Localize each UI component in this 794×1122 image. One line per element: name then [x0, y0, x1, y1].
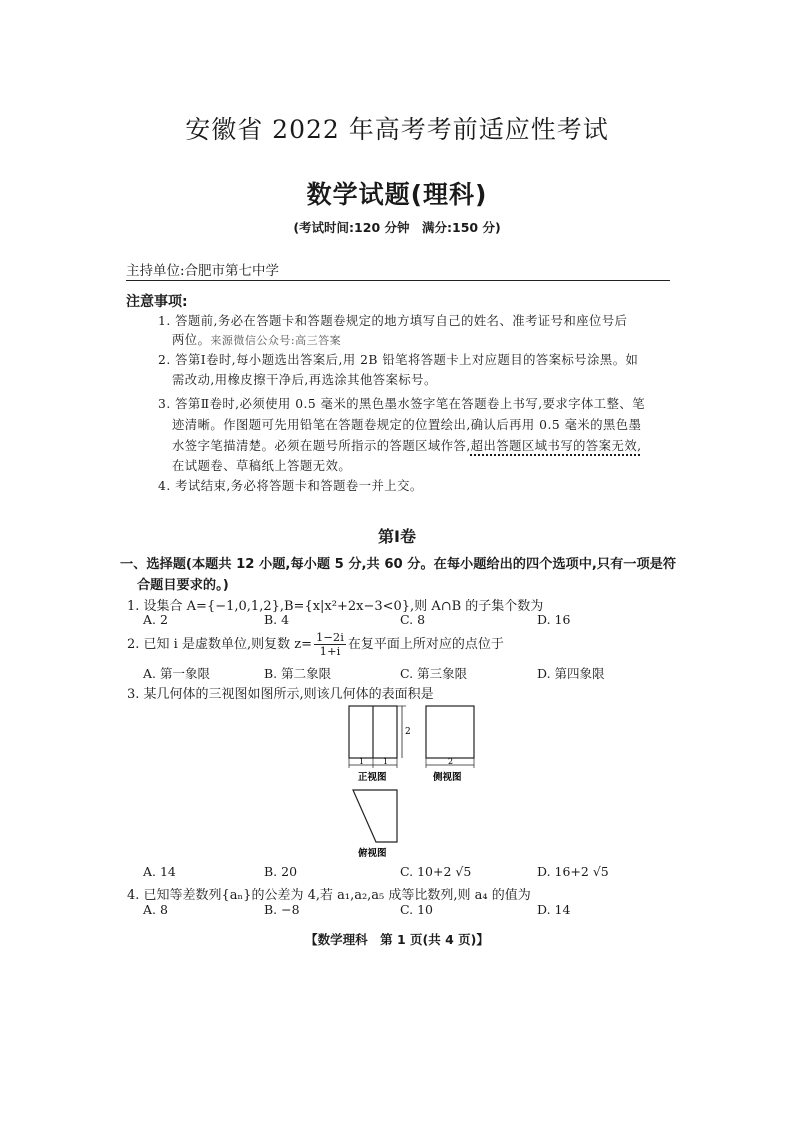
three-view-figure: [340, 698, 490, 860]
page-footer: 【数学理科 第 1 页(共 4 页)】: [305, 932, 489, 947]
q1-option-a: A. 2: [143, 612, 168, 627]
section-heading: 一、选择题(本题共 12 小题,每小题 5 分,共 60 分。在每小题给出的四个选项中,只有一项是符: [120, 557, 677, 572]
notice-line: 迹清晰。作图题可先用铅笔在答题卷规定的位置绘出,确认后再用 0.5 毫米的黑色墨: [172, 418, 642, 432]
q2-option-d: D. 第四象限: [537, 666, 605, 681]
notice-line: 4. 考试结束,务必将答题卡和答题卷一并上交。: [158, 479, 423, 493]
side-view: [426, 706, 474, 783]
emphasized-text: 超出答题区域书写的答案无效,: [470, 439, 642, 453]
q3-option-a: A. 14: [143, 864, 176, 879]
q2-option-c: C. 第三象限: [400, 666, 468, 681]
dim-left-label: 1: [359, 757, 365, 766]
header-divider: [126, 280, 670, 281]
notice-line: 需改动,用橡皮擦干净后,再选涂其他答案标号。: [172, 373, 437, 387]
notice-line: 3. 答第Ⅱ卷时,必须使用 0.5 毫米的黑色墨水签字笔在答题卷上书写,要求字体工整、笔: [158, 397, 645, 411]
front-view-caption: 正视图: [358, 772, 387, 783]
q4-option-b: B. −8: [264, 902, 300, 917]
dim-right-label: 1: [383, 757, 389, 766]
side-view-caption: 侧视图: [433, 772, 462, 783]
front-view: [349, 706, 411, 783]
section-heading-cont: 合题目要求的。): [137, 578, 229, 593]
question-3-stem: 3. 某几何体的三视图如图所示,则该几何体的表面积是: [127, 687, 434, 702]
q4-option-d: D. 14: [537, 902, 571, 917]
dim-height-label: 2: [405, 727, 411, 737]
notice-line: 两位。来源微信公众号:高三答案: [172, 333, 342, 347]
top-view: [353, 790, 397, 859]
dim-side-width-label: 2: [448, 757, 454, 766]
watermark-text: 来源微信公众号:高三答案: [210, 334, 342, 347]
host-unit: 主持单位:合肥市第七中学: [126, 263, 280, 279]
question-4-stem: 4. 已知等差数列{aₙ}的公差为 4,若 a₁,a₂,a₅ 成等比数列,则 a₄ 的值为: [127, 888, 531, 903]
top-view-caption: 俯视图: [358, 848, 387, 859]
notice-line: 2. 答第Ⅰ卷时,每小题选出答案后,用 2B 铅笔将答题卡上对应题目的答案标号涂黑。如: [158, 353, 639, 367]
question-1-stem: 1. 设集合 A={−1,0,1,2},B={x|x²+2x−3<0},则 A∩B 的子集个数为: [127, 599, 544, 614]
q4-option-c: C. 10: [400, 902, 433, 917]
q1-option-c: C. 8: [400, 612, 426, 627]
subject-title: 数学试题(理科): [306, 180, 488, 209]
notice-heading: 注意事项:: [126, 294, 188, 310]
q3-option-d: D. 16+2 √5: [537, 864, 609, 879]
q1-option-b: B. 4: [264, 612, 290, 627]
q2-option-a: A. 第一象限: [143, 666, 210, 681]
q3-option-c: C. 10+2 √5: [400, 864, 472, 879]
fraction: $\frac{1-2i}{1+i}$: [315, 630, 344, 658]
q1-option-d: D. 16: [537, 612, 571, 627]
notice-line: 1. 答题前,务必在答题卡和答题卷规定的地方填写自己的姓名、准考证号和座位号后: [158, 314, 628, 328]
part-title: 第Ⅰ卷: [378, 527, 416, 546]
q2-option-b: B. 第二象限: [264, 666, 332, 681]
notice-line: 水签字笔描清楚。必须在题号所指示的答题区域作答,超出答题区域书写的答案无效,: [172, 439, 642, 453]
q3-option-b: B. 20: [264, 864, 298, 879]
exam-info: (考试时间:120 分钟 满分:150 分): [293, 220, 501, 235]
question-2-stem: 2. 已知 i 是虚数单位,则复数 z= $\frac{1-2i}{1+i}$ 在复平面上所对应的点位于: [127, 630, 504, 658]
notice-line: 在试题卷、草稿纸上答题无效。: [172, 459, 352, 473]
exam-title: 安徽省 2022 年高考考前适应性考试: [185, 115, 609, 144]
q4-option-a: A. 8: [143, 902, 168, 917]
